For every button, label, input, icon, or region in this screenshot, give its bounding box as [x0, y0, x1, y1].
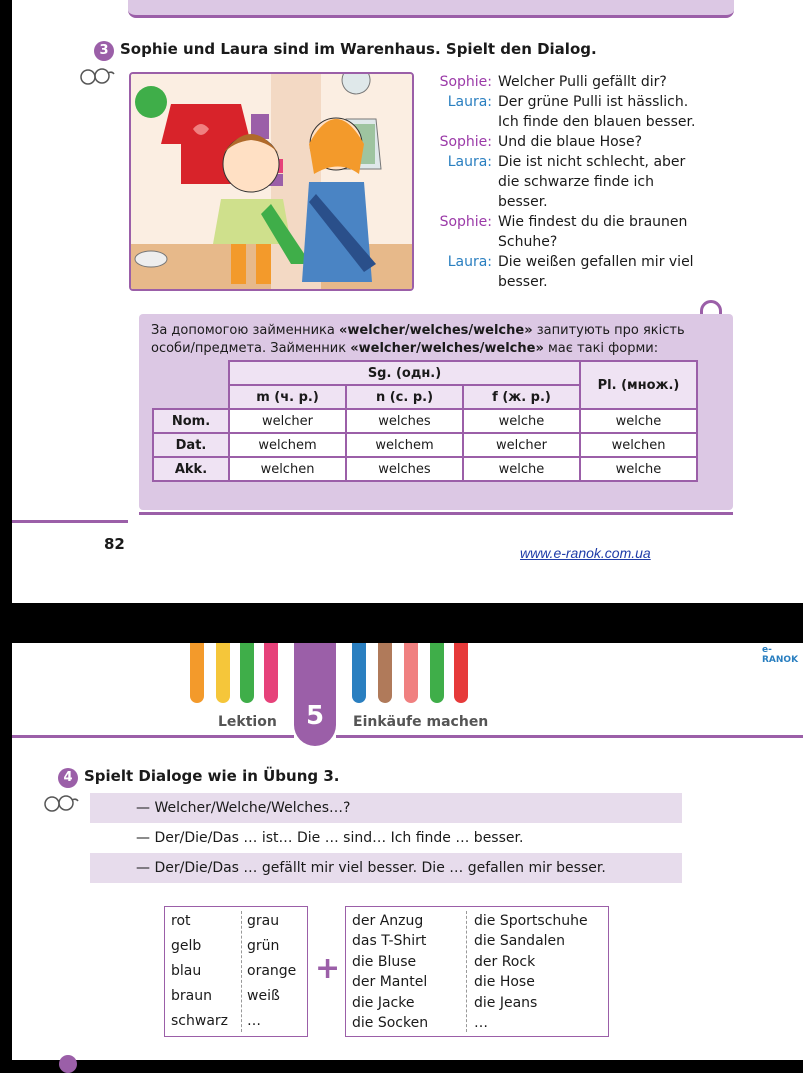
next-exercise-badge [59, 1055, 77, 1073]
table-cell: welche [463, 409, 580, 433]
dialog-pattern-line: — Welcher/Welche/Welches…? [90, 793, 682, 823]
case-label: Nom. [153, 409, 229, 433]
table-cell: welcher [463, 433, 580, 457]
publisher-logo: e-RANOK [762, 645, 799, 665]
word-item: die Hose [474, 974, 535, 991]
plus-sign: + [315, 951, 341, 986]
word-item: die Sandalen [474, 933, 566, 950]
color-bar [190, 643, 204, 703]
word-item: weiß [247, 988, 280, 1004]
dialog-pattern-line: — Der/Die/Das … ist… Die … sind… Ich finde … besser. [136, 830, 524, 846]
color-bar [240, 643, 254, 703]
gender-f: f (ж. р.) [463, 385, 580, 409]
dialog-text-line: Ich finde den blauen besser. [498, 114, 696, 130]
clothes-word-box [345, 906, 609, 1037]
page-83 [12, 643, 803, 1060]
page-number: 82 [104, 535, 125, 553]
dialog-line [432, 192, 732, 212]
pair-work-icon [78, 68, 120, 90]
word-item: die Socken [352, 1014, 429, 1031]
speaker-label: Laura: [447, 94, 492, 110]
gender-n: n (с. р.) [346, 385, 463, 409]
word-item: das T-Shirt [352, 933, 427, 950]
speaker-label: Sophie: [439, 214, 492, 230]
column-divider [466, 911, 467, 1032]
dialog-text-line: Welcher Pulli gefällt dir? [498, 74, 667, 90]
lesson-label: Lektion [218, 714, 277, 730]
word-item: … [474, 1014, 488, 1031]
dialog-text-line: Schuhe? [498, 234, 558, 250]
word-item: die Sportschuhe [474, 913, 588, 929]
dialog-pattern-line: — Der/Die/Das … gefällt mir viel besser. Die … gefallen mir besser. [90, 853, 682, 883]
word-item: der Rock [474, 953, 536, 970]
table-row [153, 409, 697, 433]
lesson-title: Einkäufe machen [353, 714, 489, 730]
word-item: grün [247, 938, 280, 954]
case-label: Dat. [153, 433, 229, 457]
word-item: die Jacke [352, 994, 415, 1011]
lesson-color-bars [12, 643, 803, 705]
dialog-text-line: Wie findest du die braunen [498, 214, 688, 230]
table-row [153, 433, 697, 457]
exercise-3-title: 3 Sophie und Laura sind im Warenhaus. Spielt den Dialog. [94, 40, 597, 61]
word-item: rot [171, 913, 191, 929]
speaker-label [432, 192, 498, 212]
lesson-number: 5 [294, 643, 336, 746]
dialog-line [432, 112, 732, 132]
color-bar [454, 643, 468, 703]
dialog-line [432, 92, 732, 112]
table-cell: welchen [229, 457, 346, 481]
word-item: gelb [171, 938, 202, 954]
speaker-label: Sophie: [439, 74, 492, 90]
previous-box-bottom [128, 0, 734, 18]
exercise-number-badge: 4 [58, 768, 78, 788]
word-item: schwarz [171, 1013, 228, 1029]
dialog-line [432, 72, 732, 92]
speaker-label: Sophie: [439, 134, 492, 150]
dialog-text-line: die schwarze finde ich [498, 174, 655, 190]
dialog-line [432, 152, 732, 172]
dialog-line [432, 232, 732, 252]
info-box-bottom-wave [139, 505, 733, 515]
dialog-text-line: Die ist nicht schlecht, aber [498, 154, 686, 170]
case-label: Akk. [153, 457, 229, 481]
dialog-line [432, 272, 732, 292]
dialog-text-line: besser. [498, 194, 548, 210]
grammar-explanation: За допомогою займенника «welcher/welches/welche» запитують про якість особи/предмета. Займенник «welcher/welches/welche» має такі форми: [151, 323, 685, 356]
table-cell: welchem [229, 433, 346, 457]
header-rule-left [12, 735, 294, 738]
dialog-line [432, 252, 732, 272]
table-cell: welche [580, 457, 697, 481]
publisher-link[interactable]: www.e-ranok.com.ua [520, 545, 651, 561]
word-item: braun [171, 988, 212, 1004]
table-cell: welchen [580, 433, 697, 457]
table-cell: welches [346, 409, 463, 433]
dialog-text-line: Der grüne Pulli ist hässlich. [498, 94, 689, 110]
table-cell: welches [346, 457, 463, 481]
clothes-column-1 [352, 911, 428, 1033]
word-item: grau [247, 913, 280, 929]
speaker-label: Laura: [447, 254, 492, 270]
sg-header: Sg. (одн.) [229, 361, 580, 385]
exercise-number-badge: 3 [94, 41, 114, 61]
color-bar [216, 643, 230, 703]
dialog-text-line: Die weißen gefallen mir viel [498, 254, 694, 270]
table-row [153, 457, 697, 481]
color-bar [378, 643, 392, 703]
word-item: orange [247, 963, 297, 979]
speaker-label [432, 232, 498, 252]
colors-column-1 [171, 911, 228, 1036]
word-item: der Mantel [352, 974, 428, 991]
table-cell: welche [580, 409, 697, 433]
dialog-text-line: Und die blaue Hose? [498, 134, 643, 150]
illustration-shopping-girls [129, 72, 414, 291]
clothes-column-2 [474, 911, 588, 1033]
colors-column-2 [247, 911, 296, 1036]
speaker-label: Laura: [447, 154, 492, 170]
dialog-line [432, 172, 732, 192]
word-item: die Jeans [474, 994, 538, 1011]
declension-table [152, 360, 698, 482]
speaker-label [432, 272, 498, 292]
word-item: blau [171, 963, 202, 979]
table-cell: welche [463, 457, 580, 481]
table-cell: welchem [346, 433, 463, 457]
exercise-4-title: 4 Spielt Dialoge wie in Übung 3. [58, 767, 340, 788]
color-bar [264, 643, 278, 703]
header-rule-right [336, 735, 803, 738]
color-bar [352, 643, 366, 703]
gender-m: m (ч. р.) [229, 385, 346, 409]
word-item: die Bluse [352, 953, 417, 970]
page-82 [12, 0, 803, 603]
table-cell: welcher [229, 409, 346, 433]
footer-rule [12, 520, 128, 523]
word-item: … [247, 1013, 261, 1029]
color-bar [430, 643, 444, 703]
pair-work-icon [42, 795, 84, 817]
color-bar [404, 643, 418, 703]
pl-header: Pl. (множ.) [580, 361, 697, 409]
speaker-label [432, 172, 498, 192]
word-item: der Anzug [352, 913, 424, 929]
dialog-line [432, 132, 732, 152]
speaker-label [432, 112, 498, 132]
colors-word-box [164, 906, 308, 1037]
dialog-text-line: besser. [498, 274, 548, 290]
dialog-line [432, 212, 732, 232]
column-divider [241, 911, 242, 1032]
dialog-text [432, 72, 732, 292]
